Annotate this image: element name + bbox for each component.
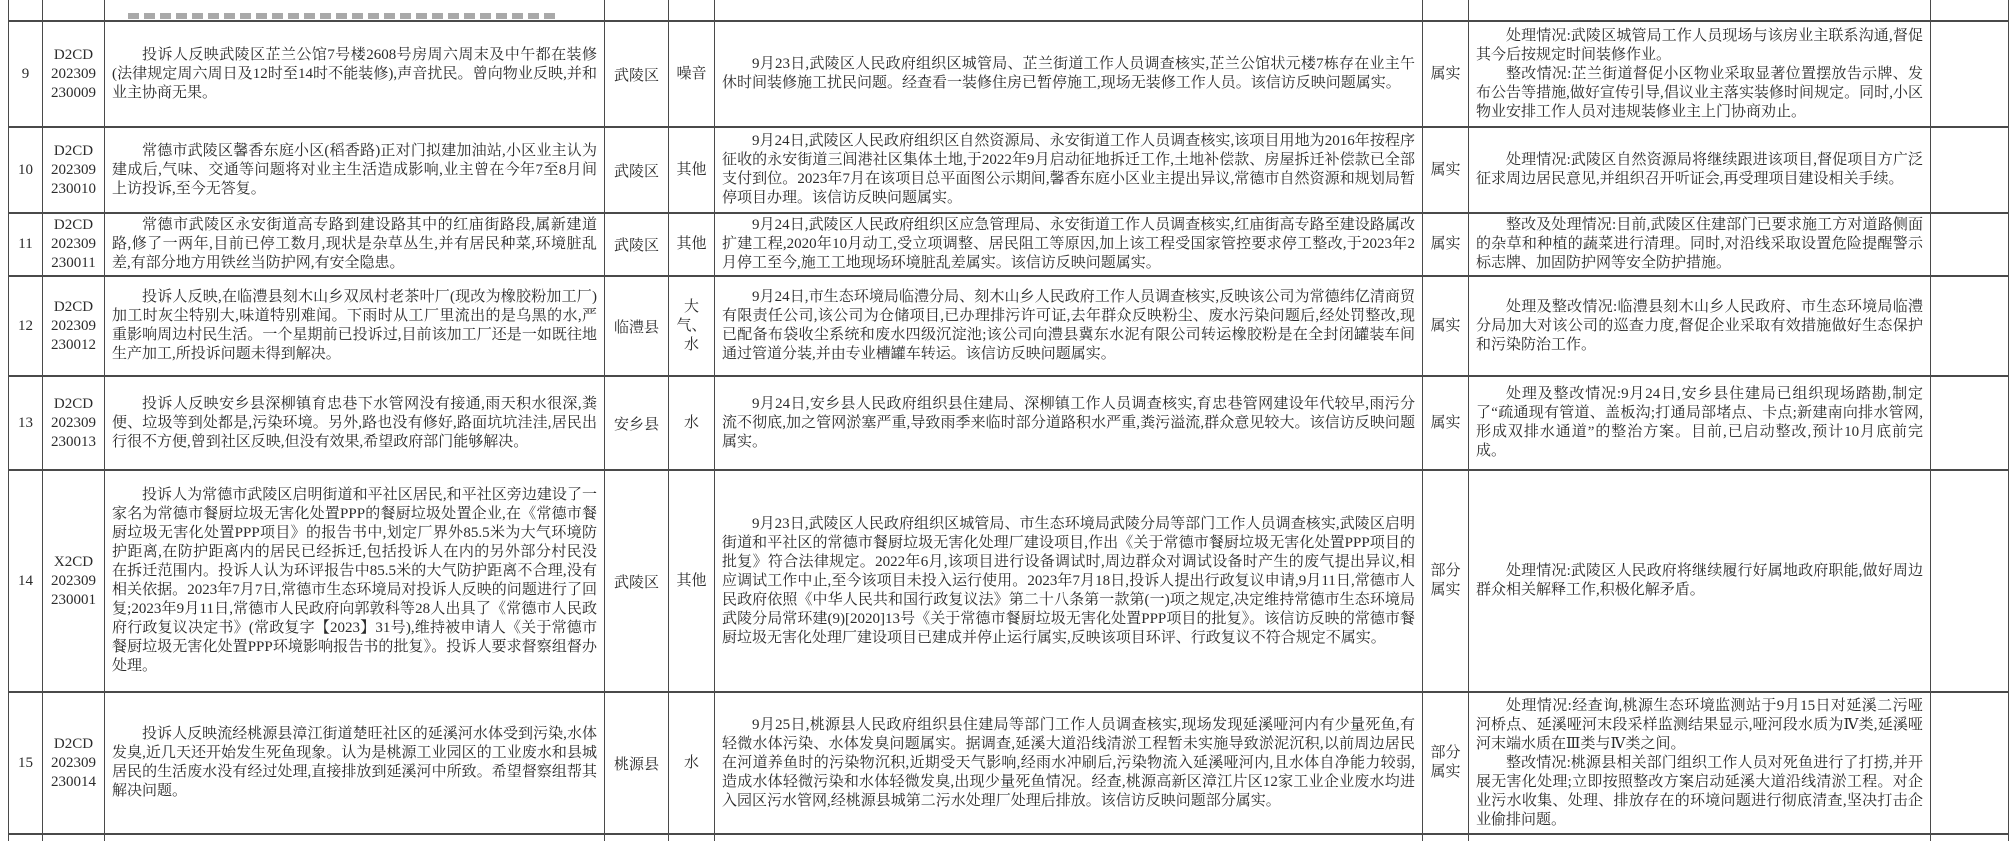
handling-cell xyxy=(1469,213,1931,276)
investigation-text: 9月23日,武陵区人民政府组织区城管局、芷兰街道工作人员调查核实,芷兰公馆状元楼7栋存在业主午休时间装修施工扰民问题。经查看一装修住房已暂停施工,现场无装修工作人员。该信访反映问题属实。 xyxy=(722,56,1415,91)
handling-cell xyxy=(1469,376,1931,470)
investigation-text: 9月24日,安乡县人民政府组织县住建局、深柳镇工作人员调查核实,育忠巷管网建设年代较早,雨污分流不彻底,加之管网淤塞严重,导致雨季来临时部分道路积水严重,粪污溢流,群众意见较大。该信访反映问题属实。 xyxy=(722,395,1415,450)
case-id-line: 202309 xyxy=(51,236,96,252)
category-text: 其他 xyxy=(676,161,707,178)
handling-cell xyxy=(1469,276,1931,376)
case-id-line: 230010 xyxy=(51,180,96,197)
case-id-line: D2CD xyxy=(53,217,94,233)
complaint-cell xyxy=(105,213,605,276)
case-id-line: 230009 xyxy=(51,84,96,101)
investigation-text: 9月24日,市生态环境局临澧分局、刻木山乡人民政府工作人员调查核实,反映该公司为常德纬亿清商贸有限责任公司,该公司为仓储项目,已办理排污许可证,去年群众反映粉尘、废水污染问题后,经处罚整改,现已配备布袋收尘系统和废水四级沉淀池;该公司向澧县冀东水泥有限公司转运橡胶粉是在全封闭罐装车间通过管道分装,并由专业槽罐车转运。该信访反映问题属实。 xyxy=(722,289,1415,362)
complaint-cell xyxy=(105,376,605,470)
table-row xyxy=(9,213,2009,276)
row-number-cell: 11 xyxy=(9,213,43,276)
handling-paragraph: 整改及处理情况:目前,武陵区住建部门已要求施工方对道路侧面的杂草和种植的蔬菜进行清理。同时,对沿线采取设置危险提醒警示标志牌、加固防护网等安全防护措施。 xyxy=(1476,217,1923,271)
remarks-cell xyxy=(1931,21,2009,127)
remarks-cell xyxy=(1931,692,2009,834)
category-cell xyxy=(669,376,715,470)
status-text: 部分属实 xyxy=(1430,745,1461,780)
complaint-text: 投诉人反映安乡县深柳镇育忠巷下水管网没有接通,雨天积水很深,粪便、垃圾等到处都是,污染环境。另外,路也没有修好,路面坑坑洼洼,居民出行很不方便,曾到社区反映,但没有效果,希望政府部门能够解决。 xyxy=(112,395,597,450)
category-cell xyxy=(669,0,715,21)
status-cell xyxy=(1423,0,1469,21)
district-cell: 武陵区 xyxy=(605,213,669,276)
row-number-cell: 15 xyxy=(9,692,43,834)
complaint-cell xyxy=(105,276,605,376)
remarks-cell xyxy=(1931,0,2009,21)
district-cell: 武陵区 xyxy=(605,470,669,692)
case-id-cell xyxy=(43,213,105,276)
investigation-cell xyxy=(715,470,1423,692)
investigation-text: 9月25日,桃源县人民政府组织县住建局等部门工作人员调查核实,现场发现延溪哑河内有少量死鱼,有轻微水体污染、水体发臭问题属实。据调查,延溪大道沿线清淤工程暂未实施导致淤泥沉积,以前周边居民在河道养鱼时的污染物沉积,近期受天气影响,经雨水冲刷后,污染物流入延溪哑河内,且水体自净能力较弱,造成水体轻微污染和水体轻微发臭,出现少量死鱼情况。经查,桃源高新区漳江片区12家工业企业废水均进入园区污水管网,经桃源县城第二污水处理厂处理后排放。该信访反映问题部分属实。 xyxy=(722,716,1415,809)
category-cell xyxy=(669,127,715,213)
handling-cell xyxy=(1469,692,1931,834)
case-id-line: D2CD xyxy=(53,46,94,63)
row-number-cell xyxy=(9,0,43,21)
complaint-cell xyxy=(105,21,605,127)
case-id-line: 202309 xyxy=(51,572,96,589)
complaint-text: 投诉人反映,在临澧县刻木山乡双凤村老茶叶厂(现改为橡胶粉加工厂)加工时灰尘特别大,味道特别难闻。下雨时从工厂里流出的是乌黑的水,严重影响周边村民生活。一个星期前已投诉过,目前该加工厂还是一如既往地生产加工,所投诉问题未得到解决。 xyxy=(112,289,597,362)
partial-row-top xyxy=(9,0,2009,21)
case-id-line: 230011 xyxy=(51,255,96,271)
handling-cell xyxy=(1469,21,1931,127)
handling-paragraph: 处理及整改情况:临澧县刻木山乡人民政府、市生态环境局临澧分局加大对该公司的巡查力度,督促企业采取有效措施做好生态保护和污染防治工作。 xyxy=(1476,298,1923,353)
case-id-cell xyxy=(43,127,105,213)
district-cell: 武陵区 xyxy=(605,127,669,213)
remarks-cell xyxy=(1931,213,2009,276)
case-id-cell xyxy=(43,0,105,21)
district-cell: 临澧县 xyxy=(605,276,669,376)
row-number-cell: 12 xyxy=(9,276,43,376)
handling-paragraph: 处理情况:武陵区人民政府将继续履行好属地政府职能,做好周边群众相关解释工作,积极化解矛盾。 xyxy=(1476,563,1923,598)
complaint-cell xyxy=(105,834,605,841)
partial-row-bottom xyxy=(9,834,2009,841)
status-cell xyxy=(1423,834,1469,841)
category-cell xyxy=(669,692,715,834)
case-id-line: 230014 xyxy=(51,773,96,790)
row-number-cell: 9 xyxy=(9,21,43,127)
investigation-cell xyxy=(715,276,1423,376)
case-id-line: 230013 xyxy=(51,433,96,450)
investigation-text: 9月23日,武陵区人民政府组织区城管局、市生态环境局武陵分局等部门工作人员调查核实,武陵区启明街道和平社区的常德市餐厨垃圾无害化处理厂建设项目,作出《关于常德市餐厨垃圾无害化处置PPP项目的批复》符合法律规定。2022年6月,该项目进行设备调试时,周边群众对调试设备时产生的废气提出异议,相应调试工作中止,至今该项目未投入运行使用。2023年7月18日,投诉人提出行政复议申请,9月11日,常德市人民政府依照《中华人民共和国行政复议法》第二十八条第一款第(一)项之规定,决定维持常德市生态环境局武陵分局常环建(9)[2020]13号《关于常德市餐厨垃圾无害化处置PPP项目的批复》。该信访反映的常德市餐厨垃圾无害化处理厂建设项目已建成并停止运行属实,反映该项目环评、行政复议不符合规定不属实。 xyxy=(722,515,1415,646)
district-cell xyxy=(605,0,669,21)
investigation-text: 9月24日,武陵区人民政府组织区应急管理局、永安街道工作人员调查核实,红庙街高专路至建设路属改扩建工程,2020年10月动工,受立项调整、居民阻工等原因,加上该工程受国家管控要求停工整改,于2023年2月停工至今,施工工地现场环境脏乱差属实。该信访反映问题属实。 xyxy=(722,217,1415,271)
handling-paragraph: 处理情况:武陵区自然资源局将继续跟进该项目,督促项目方广泛征求周边居民意见,并组织召开听证会,再受理项目建设相关手续。 xyxy=(1476,152,1923,187)
complaint-cell xyxy=(105,0,605,21)
investigation-cell xyxy=(715,21,1423,127)
status-text: 属实 xyxy=(1430,317,1461,334)
status-cell xyxy=(1423,276,1469,376)
category-cell xyxy=(669,834,715,841)
row-number-cell: 14 xyxy=(9,470,43,692)
complaint-cell xyxy=(105,127,605,213)
complaint-text: 投诉人反映武陵区芷兰公馆7号楼2608号房周六周末及中午都在装修(法律规定周六周日及12时至14时不能装修),声音扰民。曾向物业反映,并和业主协商无果。 xyxy=(112,46,597,101)
category-cell xyxy=(669,276,715,376)
handling-paragraph: 整改情况:桃源县相关部门组织工作人员对死鱼进行了打捞,并开展无害化处理;立即按照整改方案启动延溪大道沿线清淤工程。对企业污水收集、处理、排放存在的环境问题进行彻底清查,坚决打击企业偷排问题。 xyxy=(1476,754,1923,828)
handling-paragraph: 处理情况:武陵区城管局工作人员现场与该房业主联系沟通,督促其今后按规定时间装修作业。 xyxy=(1476,27,1923,63)
table-row xyxy=(9,21,2009,127)
row-number-cell: 13 xyxy=(9,376,43,470)
case-id-line: X2CD xyxy=(53,553,94,570)
status-text: 属实 xyxy=(1430,65,1461,82)
case-id-cell xyxy=(43,21,105,127)
remarks-cell xyxy=(1931,470,2009,692)
table-row xyxy=(9,376,2009,470)
petition-ledger-table xyxy=(8,0,2009,841)
investigation-cell xyxy=(715,127,1423,213)
investigation-text: 9月24日,武陵区人民政府组织区自然资源局、永安街道工作人员调查核实,该项目用地为2016年按程序征收的永安街道三闾港社区集体土地,于2022年9月启动征地拆迁工作,土地补偿款、房屋拆迁补偿款已全部支付到位。2023年7月在该项目总平面图公示期间,馨香东庭小区业主提出异议,常德市自然资源和规划局暂停项目办理。该信访反映问题属实。 xyxy=(722,133,1415,206)
category-text: 水 xyxy=(683,414,699,431)
status-text: 部分属实 xyxy=(1430,563,1461,598)
case-id-line: D2CD xyxy=(53,735,94,752)
table-row xyxy=(9,692,2009,834)
case-id-cell xyxy=(43,470,105,692)
case-id-cell xyxy=(43,276,105,376)
case-id-line: D2CD xyxy=(53,142,94,159)
table-row xyxy=(9,276,2009,376)
case-id-line: 202309 xyxy=(51,161,96,178)
handling-paragraph: 整改情况:芷兰街道督促小区物业采取显著位置摆放告示牌、发布公告等措施,做好宣传引导,倡议业主落实装修时间规定。同时,小区物业安排工作人员对违规装修业主上门协商劝止。 xyxy=(1476,65,1923,120)
case-id-line: 202309 xyxy=(51,754,96,771)
district-cell: 武陵区 xyxy=(605,21,669,127)
handling-cell xyxy=(1469,0,1931,21)
handling-cell xyxy=(1469,470,1931,692)
complaint-text: 投诉人为常德市武陵区启明街道和平社区居民,和平社区旁边建设了一家名为常德市餐厨垃圾无害化处置PPP的餐厨垃圾处置企业,在《常德市餐厨垃圾无害化处置PPP项目》的报告书中,划定厂界外85.5米为大气环境防护距离,在防护距离内的居民已经拆迁,包括投诉人在内的另外部分村民没在拆迁范围内。投诉人认为环评报告中85.5米的大气防护距离不合理,没有相关依据。2023年7月7日,常德市生态环境局对投诉人反映的问题进行了回复;2023年9月11日,常德市人民政府向郭敦科等28人出具了《常德市人民政府行政复议决定书》(常政复字【2023】31号),维持被申请人《关于常德市餐厨垃圾无害化处置PPP环境影响报告书的批复》。投诉人要求督察组督办处理。 xyxy=(112,487,597,674)
status-cell xyxy=(1423,127,1469,213)
category-cell xyxy=(669,213,715,276)
case-id-line: 202309 xyxy=(51,317,96,334)
investigation-cell xyxy=(715,834,1423,841)
remarks-cell xyxy=(1931,127,2009,213)
case-id-line: 202309 xyxy=(51,65,96,82)
case-id-line: 202309 xyxy=(51,414,96,431)
investigation-cell xyxy=(715,692,1423,834)
row-number-cell xyxy=(9,834,43,841)
status-text: 属实 xyxy=(1430,236,1461,252)
case-id-cell xyxy=(43,834,105,841)
category-text: 其他 xyxy=(676,236,707,252)
status-cell xyxy=(1423,692,1469,834)
remarks-cell xyxy=(1931,376,2009,470)
investigation-cell xyxy=(715,213,1423,276)
case-id-line: 230012 xyxy=(51,336,96,353)
status-cell xyxy=(1423,21,1469,127)
handling-cell xyxy=(1469,127,1931,213)
handling-paragraph: 处理及整改情况:9月24日,安乡县住建局已组织现场踏勘,制定了“疏通现有管道、盖板沟;打通局部堵点、卡点;新建南向排水管网,形成双排水通道”的整治方案。目前,已启动整改,预计10月底前完成。 xyxy=(1476,386,1923,459)
case-id-line: 230001 xyxy=(51,591,96,608)
handling-cell xyxy=(1469,834,1931,841)
district-cell: 桃源县 xyxy=(605,692,669,834)
investigation-cell xyxy=(715,0,1423,21)
complaint-cell xyxy=(105,470,605,692)
row-number-cell: 10 xyxy=(9,127,43,213)
complaint-cell xyxy=(105,692,605,834)
table-row xyxy=(9,470,2009,692)
category-text: 水 xyxy=(683,754,699,771)
remarks-cell xyxy=(1931,276,2009,376)
complaint-text: 常德市武陵区馨香东庭小区(稻香路)正对门拟建加油站,小区业主认为建成后,气味、交通等问题将对业主生活造成影响,业主曾在今年7至8月间上访投诉,至今无答复。 xyxy=(112,142,597,197)
case-id-cell xyxy=(43,376,105,470)
complaint-text: 常德市武陵区永安街道高专路到建设路其中的红庙街路段,属新建道路,修了一两年,目前已停工数月,现状是杂草丛生,并有居民种菜,环境脏乱差,有部分地方用铁丝当防护网,有安全隐患。 xyxy=(112,217,597,271)
remarks-cell xyxy=(1931,834,2009,841)
table-row xyxy=(9,127,2009,213)
case-id-line: D2CD xyxy=(53,298,94,315)
district-cell xyxy=(605,834,669,841)
district-cell: 安乡县 xyxy=(605,376,669,470)
status-cell xyxy=(1423,376,1469,470)
category-cell xyxy=(669,470,715,692)
category-text: 噪音 xyxy=(676,65,707,82)
clipped-text-remnant xyxy=(128,13,560,19)
status-cell xyxy=(1423,213,1469,276)
investigation-cell xyxy=(715,376,1423,470)
status-text: 属实 xyxy=(1430,161,1461,178)
case-id-line: D2CD xyxy=(53,395,94,412)
complaint-text: 投诉人反映流经桃源县漳江街道楚旺社区的延溪河水体受到污染,水体发臭,近几天还开始发生死鱼现象。认为是桃源工业园区的工业废水和县城居民的生活废水没有经过处理,直接排放到延溪河中所致。希望督察组帮其解决问题。 xyxy=(112,726,597,799)
category-cell xyxy=(669,21,715,127)
category-text: 其他 xyxy=(676,572,707,589)
status-text: 属实 xyxy=(1430,414,1461,431)
status-cell xyxy=(1423,470,1469,692)
case-id-cell xyxy=(43,692,105,834)
handling-paragraph: 处理情况:经查询,桃源生态环境监测站于9月15日对延溪二污哑河桥点、延溪哑河末段采样监测结果显示,哑河段水质为Ⅳ类,延溪哑河末端水质在Ⅲ类与Ⅳ类之间。 xyxy=(1476,697,1923,752)
category-text: 大气、水 xyxy=(676,298,707,353)
